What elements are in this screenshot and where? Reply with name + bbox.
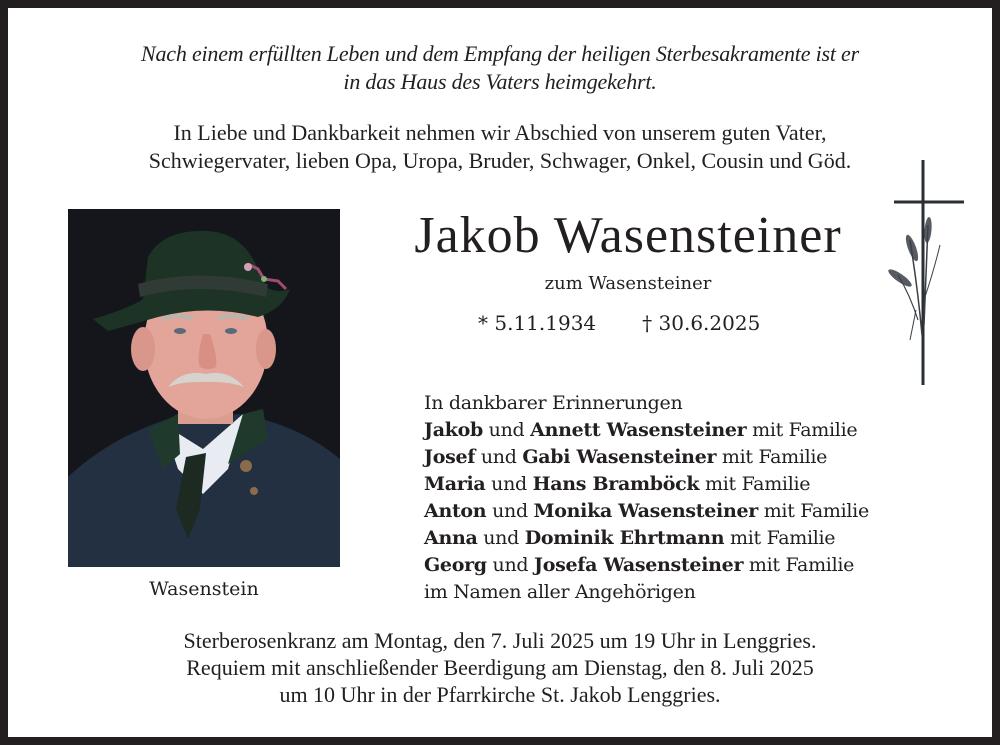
house-name: zum Wasensteiner — [544, 273, 712, 294]
mourner-row: Josef und Gabi Wasensteiner mit Familie — [424, 446, 828, 468]
mourners-heading: In dankbarer Erinnerungen — [424, 392, 683, 414]
intro-line-2: in das Haus des Vaters heimgekehrt. — [343, 69, 657, 94]
deceased-name: Jakob Wasensteiner — [414, 207, 842, 264]
mourner-row: Georg und Josefa Wasensteiner mit Familie — [424, 554, 855, 576]
obituary-card — [8, 8, 992, 737]
mourners-list — [424, 390, 869, 606]
mourner-row: Anna und Dominik Ehrtmann mit Familie — [424, 527, 836, 549]
mourner-row: Maria und Hans Bramböck mit Familie — [424, 473, 811, 495]
mourner-row: Anton und Monika Wasensteiner mit Familie — [424, 500, 869, 522]
farewell-line-1: In Liebe und Dankbarkeit nehmen wir Abschied von unserem guten Vater, — [173, 120, 827, 145]
farewell-text — [8, 119, 992, 175]
service-details — [8, 627, 992, 708]
death-date: † 30.6.2025 — [642, 311, 761, 335]
intro-text — [8, 40, 992, 96]
requiem-info: Requiem mit anschließender Beerdigung am Dienstag, den 8. Juli 2025 — [186, 655, 814, 680]
portrait-illustration — [68, 209, 340, 567]
cross-with-wheat-icon — [888, 160, 968, 385]
portrait-photo — [68, 209, 340, 567]
farewell-line-2: Schwiegervater, lieben Opa, Uropa, Bruder, Schwager, Onkel, Cousin und Göd. — [148, 148, 852, 173]
mourners-closing: im Namen aller Angehörigen — [424, 581, 696, 603]
intro-line-1: Nach einem erfüllten Leben und dem Empfang der heiligen Sterbesakramente ist er — [141, 41, 859, 66]
rosary-info: Sterberosenkranz am Montag, den 7. Juli 2025 um 19 Uhr in Lenggries. — [183, 628, 817, 653]
mourner-row: Jakob und Annett Wasensteiner mit Familie — [424, 419, 858, 441]
photo-caption: Wasenstein — [149, 578, 259, 600]
life-dates — [478, 311, 760, 335]
requiem-location: um 10 Uhr in der Pfarrkirche St. Jakob Lenggries. — [279, 682, 721, 707]
birth-date: * 5.11.1934 — [478, 311, 597, 335]
